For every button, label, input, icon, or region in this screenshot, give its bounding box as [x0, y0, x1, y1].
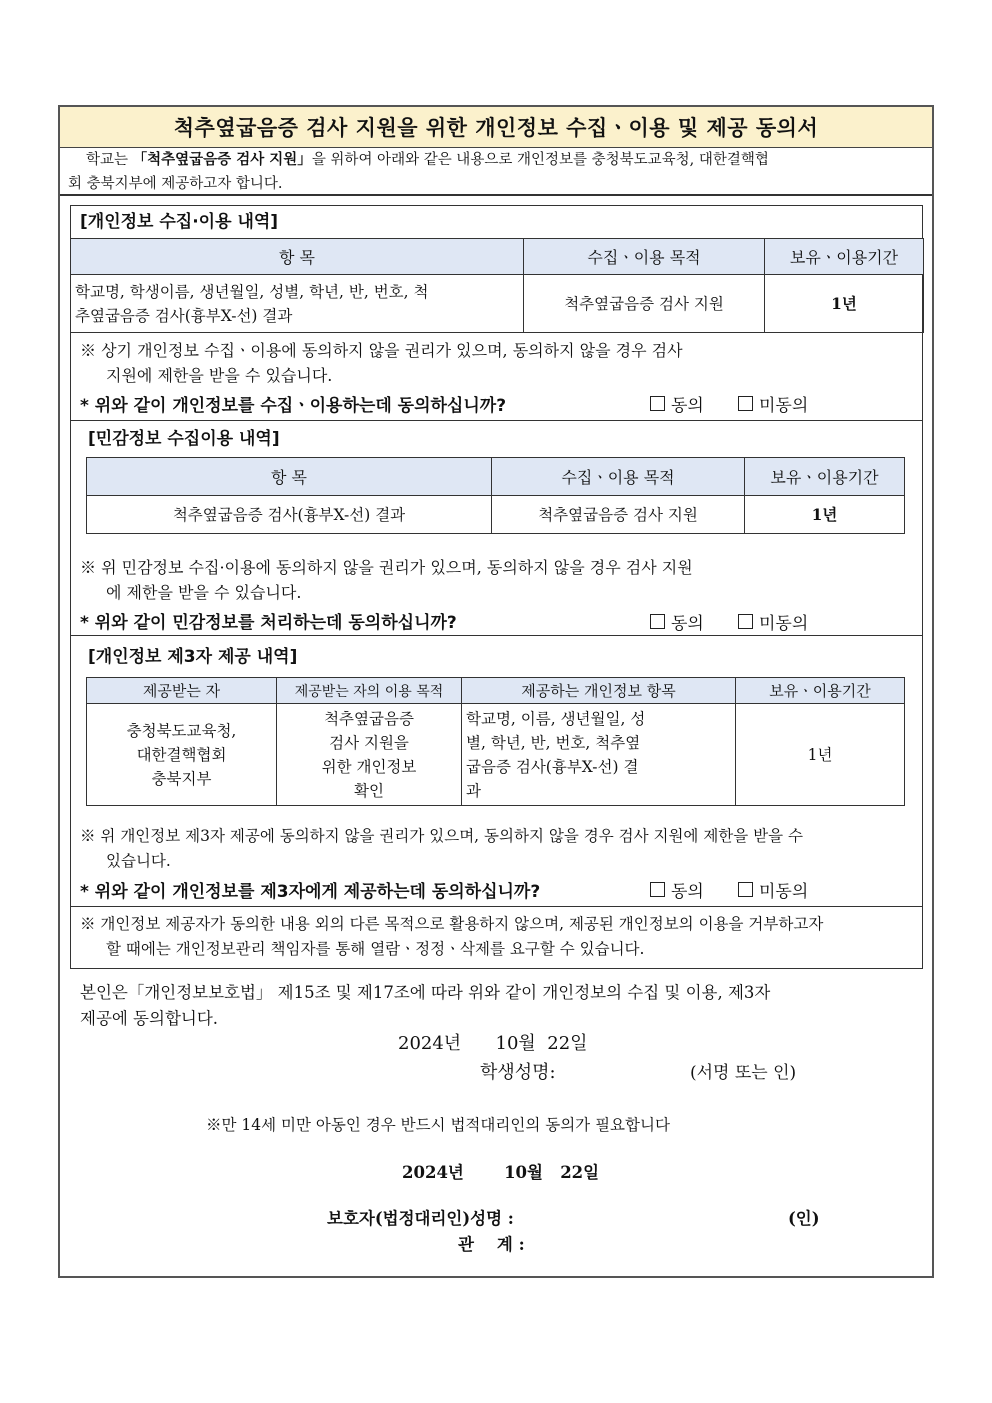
consent-date: 2024년 10월 22일 [398, 1033, 588, 1054]
section3-agree-checkbox[interactable]: 동의 [650, 877, 704, 902]
student-signature-field[interactable]: (서명 또는 인) [690, 1063, 797, 1083]
consent-statement: 본인은「개인정보보호법」 제15조 및 제17조에 따라 위와 같이 개인정보의 수집 및 이용, 제3자 제공에 동의합니다. [80, 983, 771, 1028]
checkbox-icon[interactable] [738, 882, 753, 897]
intro-highlight: 「척추옆굽음증 검사 지원」 [132, 151, 312, 168]
section1-note: ※ 상기 개인정보 수집ㆍ이용에 동의하지 않을 권리가 있으며, 동의하지 않을 경우 검사 지원에 제한을 받을 수 있습니다. [80, 341, 683, 385]
cell-item: 척추옆굽음증 검사(흉부X-선) 결과 [87, 496, 492, 534]
cell-item: 학교명, 학생이름, 생년월일, 성별, 학년, 반, 번호, 척 추옆굽음증 검사(흉부X-선) 결과 [71, 275, 524, 333]
cell-purpose: 척추옆굽음증 검사 지원을 위한 개인정보 확인 [277, 704, 462, 806]
section3-heading: [개인정보 제3자 제공 내역] [88, 647, 298, 667]
section1-question: * 위와 같이 개인정보를 수집ㆍ이용하는데 동의하십니까? [80, 396, 507, 416]
checkbox-icon[interactable] [650, 882, 665, 897]
section1-heading: [개인정보 수집·이용 내역] [80, 212, 279, 232]
section3-disagree-checkbox[interactable]: 미동의 [738, 877, 808, 902]
intro-text [60, 148, 932, 196]
col-header-period: 보유ㆍ이용기간 [765, 239, 924, 275]
col-header-item: 항 목 [71, 239, 524, 275]
col-header-period: 보유ㆍ이용기간 [745, 458, 905, 496]
section2-disagree-checkbox[interactable]: 미동의 [738, 609, 808, 634]
relation-label: 관 계 : [458, 1235, 525, 1254]
section2-question: * 위와 같이 민감정보를 처리하는데 동의하십니까? [80, 613, 457, 633]
guardian-date: 2024년 10월 22일 [402, 1163, 600, 1182]
section3-note: ※ 위 개인정보 제3자 제공에 동의하지 않을 권리가 있으며, 동의하지 않을 경우 검사 지원에 제한을 받을 수 있습니다. [80, 827, 804, 870]
guardian-name-label: 보호자(법정대리인)성명 : [327, 1209, 514, 1228]
third-party-table [86, 677, 905, 806]
table-row [87, 704, 905, 806]
cell-period: 1년 [765, 275, 924, 333]
sensitive-table [86, 457, 905, 534]
checkbox-icon[interactable] [650, 614, 665, 629]
checkbox-icon[interactable] [738, 614, 753, 629]
checkbox-icon[interactable] [738, 396, 753, 411]
collection-table [70, 238, 924, 333]
checkbox-icon[interactable] [650, 396, 665, 411]
section2-heading: [민감정보 수집이용 내역] [88, 429, 280, 449]
document-title: 척추옆굽음증 검사 지원을 위한 개인정보 수집ㆍ이용 및 제공 동의서 [60, 107, 932, 148]
section1-disagree-checkbox[interactable]: 미동의 [738, 391, 808, 416]
final-note: ※ 개인정보 제공자가 동의한 내용 외의 다른 목적으로 활용하지 않으며, 제공된 개인정보의 이용을 거부하고자 할 때에는 개인정보관리 책임자를 통해 열람ㆍ정정ㆍ삭제를 요구할 수 있습니다. [80, 915, 824, 958]
intro-line2: 회 충북지부에 제공하고자 합니다. [68, 176, 283, 192]
col-header-purpose: 제공받는 자의 이용 목적 [277, 678, 462, 704]
cell-purpose: 척추옆굽음증 검사 지원 [492, 496, 745, 534]
col-header-item: 항 목 [87, 458, 492, 496]
col-header-purpose: 수집ㆍ이용 목적 [492, 458, 745, 496]
cell-period: 1년 [736, 704, 905, 806]
col-header-purpose: 수집ㆍ이용 목적 [524, 239, 765, 275]
intro-part1: 학교는 [86, 152, 133, 168]
col-header-recipient: 제공받는 자 [87, 678, 277, 704]
age-note: ※만 14세 미만 아동인 경우 반드시 법적대리인의 동의가 필요합니다 [206, 1116, 670, 1134]
table-row [87, 496, 905, 534]
section2-note: ※ 위 민감정보 수집·이용에 동의하지 않을 권리가 있으며, 동의하지 않을 경우 검사 지원 에 제한을 받을 수 있습니다. [80, 558, 693, 602]
cell-recipient: 충청북도교육청, 대한결핵협회 충북지부 [87, 704, 277, 806]
cell-purpose: 척추옆굽음증 검사 지원 [524, 275, 765, 333]
table-row [71, 275, 924, 333]
cell-period: 1년 [745, 496, 905, 534]
guardian-seal-field[interactable]: (인) [788, 1209, 820, 1228]
cell-items: 학교명, 이름, 생년월일, 성 별, 학년, 반, 번호, 척추옆 굽음증 검사(흉부X-선) 결 과 [462, 704, 736, 806]
intro-part2: 을 위하여 아래와 같은 내용으로 개인정보를 충청북도교육청, 대한결핵협 [311, 152, 769, 168]
section2-agree-checkbox[interactable]: 동의 [650, 609, 704, 634]
student-name-label: 학생성명: [480, 1062, 556, 1083]
section1-agree-checkbox[interactable]: 동의 [650, 391, 704, 416]
col-header-period: 보유ㆍ이용기간 [736, 678, 905, 704]
section3-question: * 위와 같이 개인정보를 제3자에게 제공하는데 동의하십니까? [80, 882, 541, 902]
col-header-items: 제공하는 개인정보 항목 [462, 678, 736, 704]
